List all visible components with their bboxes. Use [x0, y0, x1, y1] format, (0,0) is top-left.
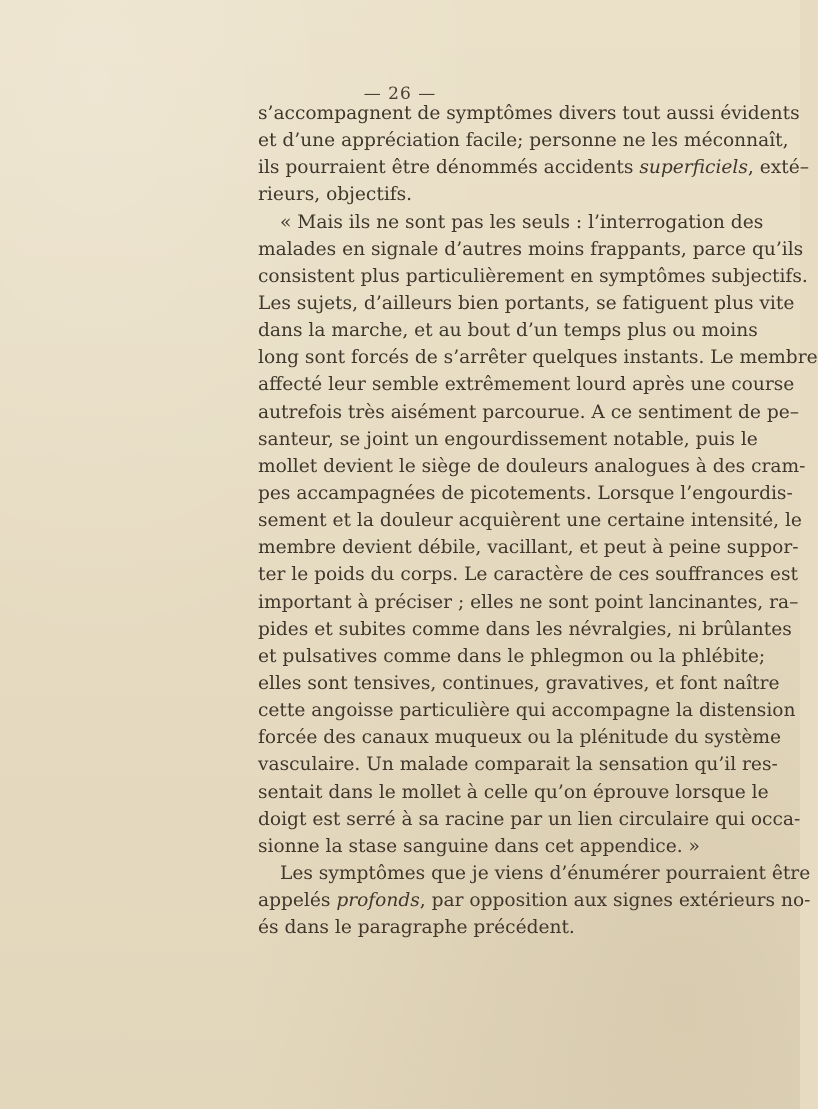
- text-line: [258, 317, 758, 344]
- text-line: [258, 887, 811, 914]
- text-line: [258, 480, 793, 507]
- text-line-start: consistent plus particulièrement en symptômes subjectifs.: [258, 265, 808, 287]
- text-line-start: Les sujets, d’ailleurs bien portants, se fatiguent plus vite: [258, 292, 795, 314]
- text-line-start: rieurs, objectifs.: [258, 184, 413, 206]
- text-line: [258, 344, 818, 371]
- text-line-start: ils pourraient être dénommés accidents: [258, 157, 640, 179]
- text-line: [258, 751, 778, 778]
- text-line: [258, 616, 792, 643]
- text-line: [258, 779, 769, 806]
- text-line-end: , par opposition aux signes extérieurs no-: [419, 890, 811, 912]
- text-line-end: , exté–: [747, 157, 809, 179]
- text-line: [258, 534, 799, 561]
- text-line: [258, 561, 798, 588]
- text-line-start: sentait dans le mollet à celle qu’on éprouve lorsque le: [258, 781, 769, 803]
- text-line-start: cette angoisse particulière qui accompagne la distension: [258, 700, 796, 722]
- text-line-start: és dans le paragraphe précédent.: [258, 917, 575, 939]
- text-line-start: vasculaire. Un malade comparait la sensation qu’il res-: [258, 754, 778, 776]
- text-line: [258, 453, 806, 480]
- text-line: [258, 806, 801, 833]
- text-line-start: sionne la stase sanguine dans cet appendice. »: [258, 835, 700, 857]
- text-line-start: mollet devient le siège de douleurs analogues à des cram-: [258, 455, 806, 477]
- text-line-start: malades en signale d’autres moins frappants, parce qu’ils: [258, 238, 804, 260]
- text-line-start: « Mais ils ne sont pas les seuls : l’interrogation des: [280, 211, 764, 233]
- text-line-start: forcée des canaux muqueux ou la plénitude du système: [258, 727, 781, 749]
- text-line-start: doigt est serré à sa racine par un lien circulaire qui occa-: [258, 808, 801, 830]
- text-line-start: elles sont tensives, continues, gravatives, et font naître: [258, 672, 780, 694]
- text-line: [258, 914, 712, 941]
- text-line: [258, 290, 795, 317]
- text-line: [258, 100, 800, 127]
- text-line: [258, 833, 712, 860]
- text-line-start: santeur, se joint un engourdissement notable, puis le: [258, 428, 758, 450]
- text-line-start: autrefois très aisément parcourue. A ce sentiment de pe–: [258, 401, 800, 423]
- text-line: [258, 697, 796, 724]
- text-line: [258, 670, 780, 697]
- text-line: [258, 263, 808, 290]
- text-line: [258, 154, 809, 181]
- text-line: [258, 426, 758, 453]
- text-line-start: pides et subites comme dans les névralgies, ni brûlantes: [258, 618, 792, 640]
- page-number: — 26 —: [363, 84, 437, 104]
- text-line: [258, 181, 712, 208]
- text-line: [258, 209, 764, 236]
- text-line-start: long sont forcés de s’arrêter quelques instants. Le membre: [258, 347, 818, 369]
- text-line: [258, 127, 789, 154]
- text-line-start: dans la marche, et au bout d’un temps plus ou moins: [258, 320, 758, 342]
- text-line-start: sement et la douleur acquièrent une certaine intensité, le: [258, 510, 802, 532]
- text-line: [258, 589, 799, 616]
- body-text: [258, 100, 818, 941]
- text-line-start: important à préciser ; elles ne sont point lancinantes, ra–: [258, 591, 799, 613]
- text-line-start: Les symptômes que je viens d’énumérer pourraient être: [280, 862, 811, 884]
- text-line: [258, 236, 804, 263]
- text-line-start: membre devient débile, vacillant, et peut à peine suppor-: [258, 537, 799, 559]
- text-line-start: appelés: [258, 890, 337, 912]
- text-line-emphasis: superficiels: [639, 157, 748, 179]
- text-line-start: ter le poids du corps. Le caractère de ces souffrances est: [258, 564, 798, 586]
- text-line: [258, 724, 781, 751]
- text-line-start: affecté leur semble extrêmement lourd après une course: [258, 374, 795, 396]
- text-line-start: s’accompagnent de symptômes divers tout aussi évidents: [258, 103, 800, 124]
- text-line-start: pes accampagnées de picotements. Lorsque l’engourdis-: [258, 482, 793, 504]
- text-line-emphasis: profonds: [336, 890, 420, 912]
- text-line: [258, 860, 811, 887]
- text-line-start: et d’une appréciation facile; personne ne les méconnaît,: [258, 130, 789, 152]
- text-line: [258, 399, 800, 426]
- text-line: [258, 371, 795, 398]
- text-line-start: et pulsatives comme dans le phlegmon ou la phlébite;: [258, 645, 766, 667]
- text-line: [258, 507, 802, 534]
- text-line: [258, 643, 766, 670]
